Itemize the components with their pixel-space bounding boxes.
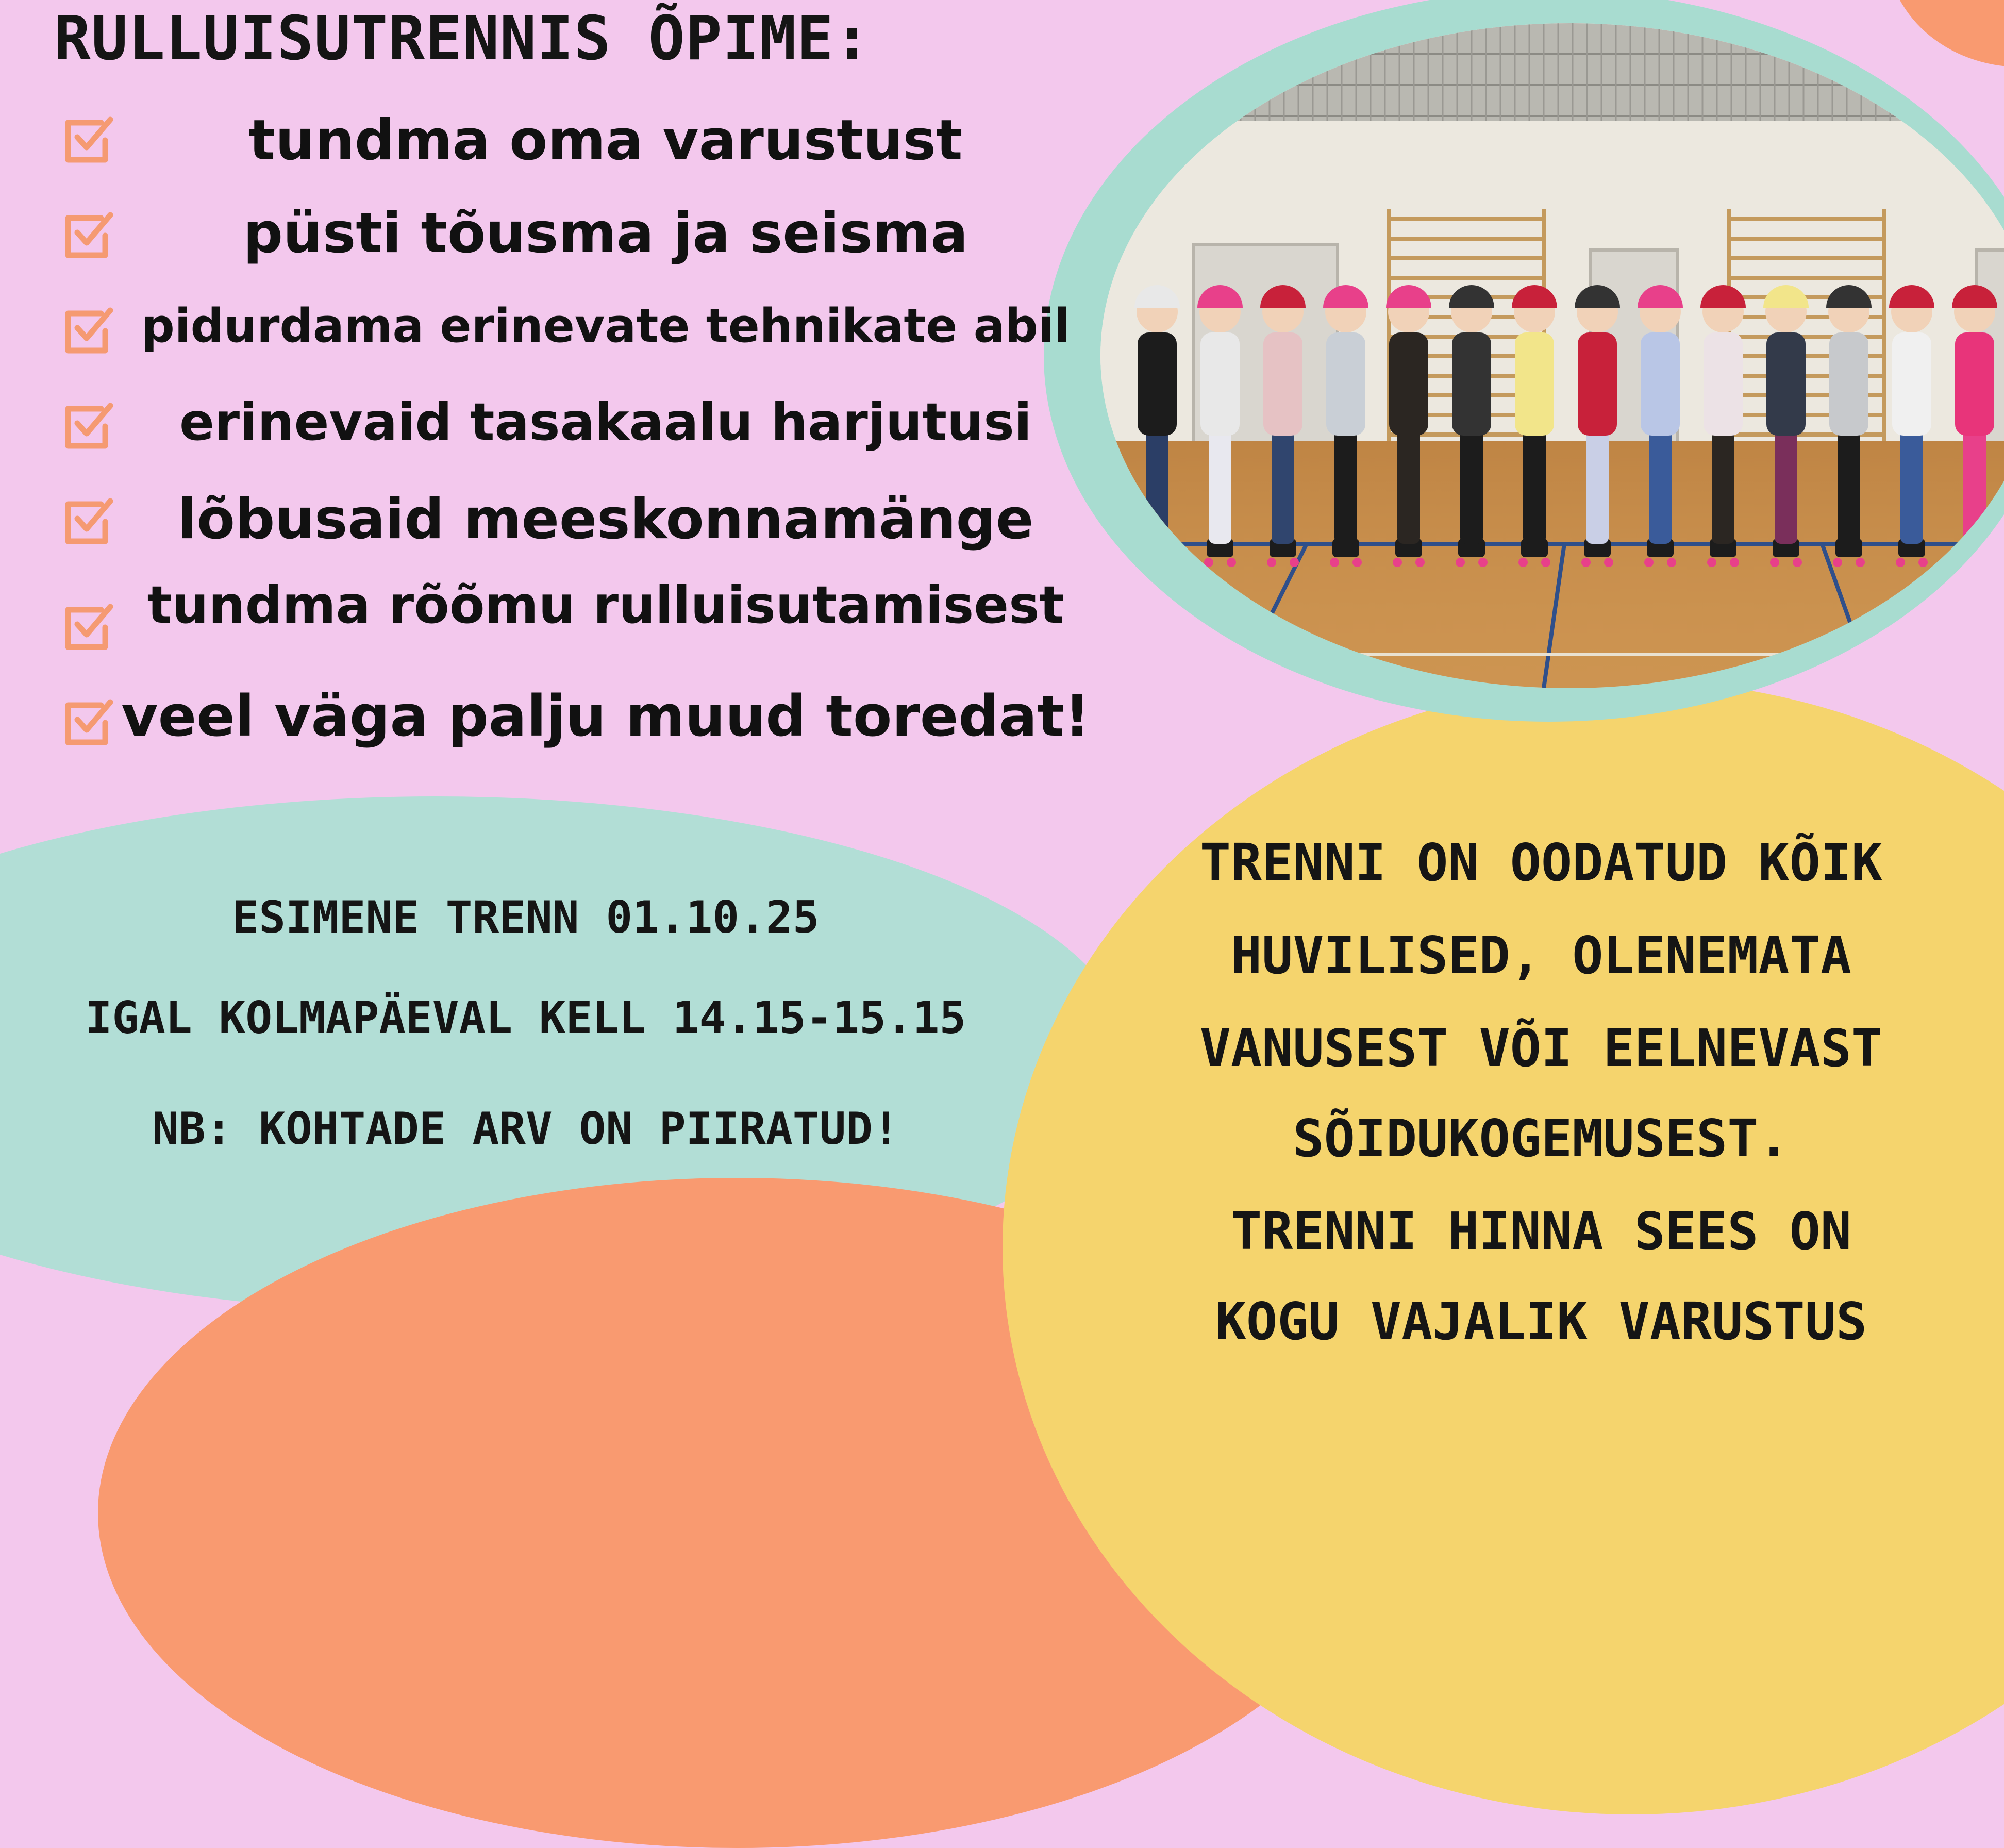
checklist-item-text: pidurdama erinevate tehnikate abil bbox=[141, 299, 1070, 353]
welcome-line: SÕIDUKOGEMUSEST. bbox=[1293, 1108, 1790, 1169]
checkbox-checked-icon bbox=[57, 595, 119, 657]
welcome-line: VANUSEST VÕI EELNEVAST bbox=[1199, 1018, 1883, 1078]
checklist-item-text: erinevaid tasakaalu harjutusi bbox=[179, 392, 1032, 452]
checklist-item-text: veel väga palju muud toredat! bbox=[121, 683, 1091, 749]
first-training-date: ESIMENE TRENN 01.10.25 bbox=[232, 892, 820, 943]
photo-illustration bbox=[1100, 23, 2004, 688]
welcome-line: KOGU VAJALIK VARUSTUS bbox=[1215, 1291, 1867, 1352]
checkbox-checked-icon bbox=[57, 204, 119, 265]
checklist-item-text: tundma rõõmu rulluisutamisest bbox=[147, 575, 1064, 635]
checklist-item-text: püsti tõusma ja seisma bbox=[243, 201, 968, 265]
checklist-item-text: tundma oma varustust bbox=[248, 108, 963, 173]
page-heading: RULLUISUTRENNIS ÕPIME: bbox=[54, 3, 871, 74]
checkbox-checked-icon bbox=[57, 299, 119, 361]
checkbox-checked-icon bbox=[57, 691, 119, 753]
checklist-item-text: lõbusaid meeskonnamänge bbox=[177, 487, 1034, 552]
group-photo-skaters bbox=[1100, 23, 2004, 688]
limited-places-note: NB: KOHTADE ARV ON PIIRATUD! bbox=[152, 1103, 899, 1155]
orange-circle-decoration bbox=[1886, 0, 2004, 67]
welcome-line: HUVILISED, OLENEMATA bbox=[1230, 925, 1852, 986]
welcome-line: TRENNI HINNA SEES ON bbox=[1230, 1201, 1852, 1261]
weekly-schedule: IGAL KOLMAPÄEVAL KELL 14.15-15.15 bbox=[85, 992, 966, 1044]
checkbox-checked-icon bbox=[57, 394, 119, 456]
checkbox-checked-icon bbox=[57, 108, 119, 170]
welcome-line: TRENNI ON OODATUD KÕIK bbox=[1199, 833, 1883, 893]
checkbox-checked-icon bbox=[57, 490, 119, 552]
